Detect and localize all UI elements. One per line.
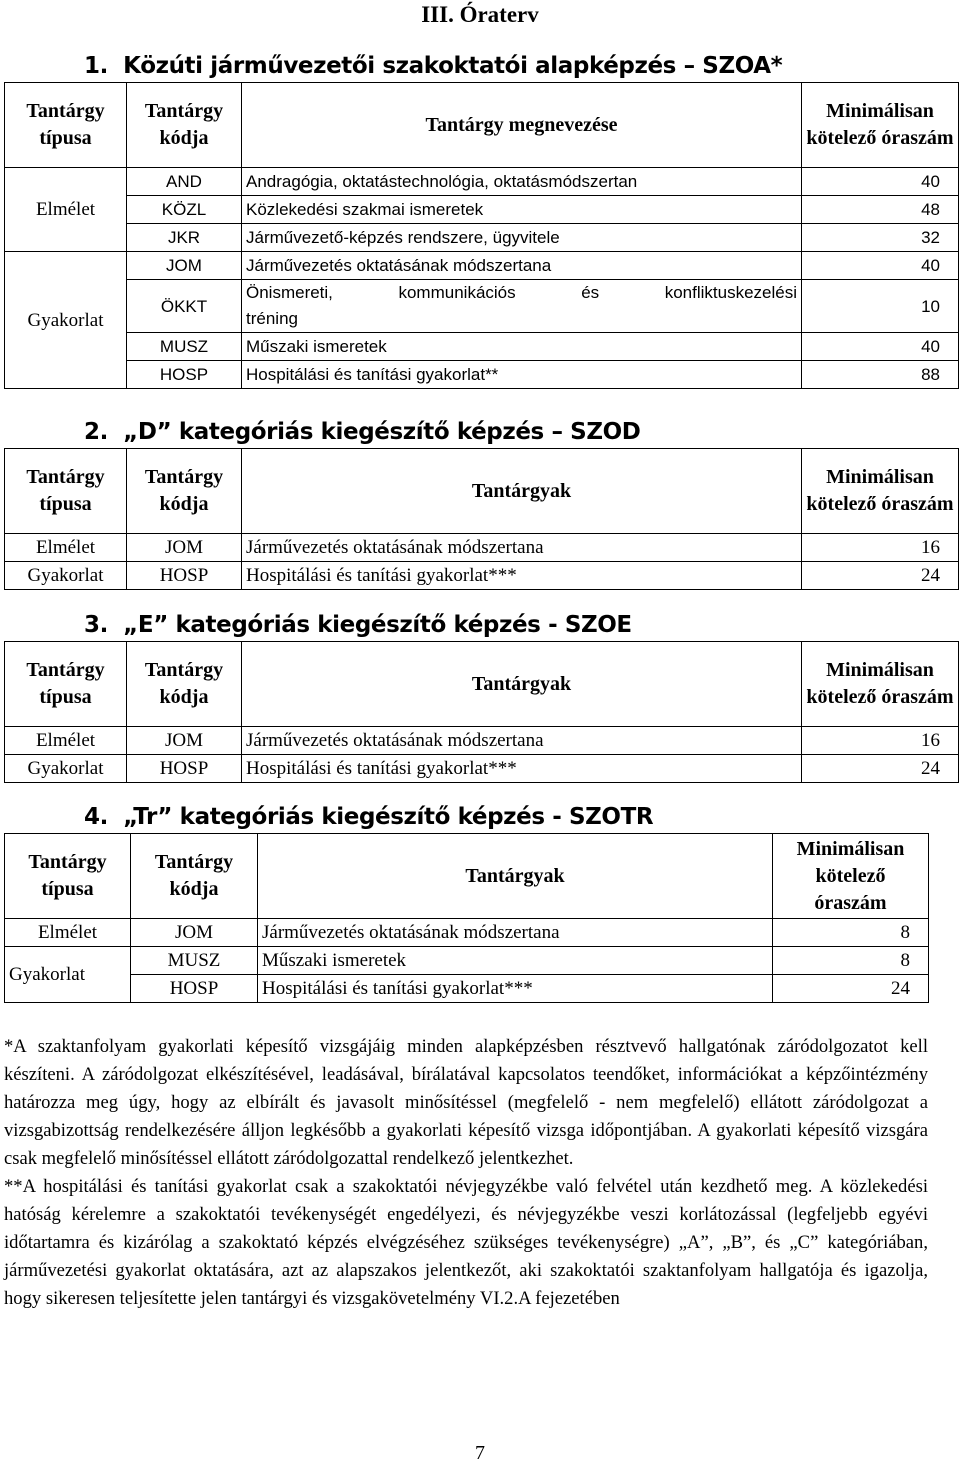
hours-cell: 40 [802,168,959,196]
hours-cell: 10 [802,280,959,333]
section-1-title: Közúti járművezetői szakoktatói alapképzés – SZOA* [123,53,783,79]
table-row [5,947,929,975]
table-row [5,727,959,755]
hours-cell: 16 [802,727,959,755]
name-cell: Közlekedési szakmai ismeretek [242,196,802,224]
name-cell: Hospitálási és tanítási gyakorlat*** [242,562,802,590]
type-cell: Elmélet [5,919,131,947]
name-cell: Hospitálási és tanítási gyakorlat*** [242,755,802,783]
table-header-row [5,642,959,727]
header-hours: Minimálisan kötelező óraszám [773,834,929,919]
table-header-row [5,83,959,168]
name-cell: Járművezető-képzés rendszere, ügyvitele [242,224,802,252]
table-section-1 [4,82,959,389]
table-section-4 [4,833,929,1003]
hours-cell: 40 [802,252,959,280]
type-cell: Gyakorlat [5,562,127,590]
section-2-number: 2. [84,419,108,445]
code-cell: HOSP [127,562,242,590]
footnote-2: **A hospitálási és tanítási gyakorlat csak a szakoktatói névjegyzékbe való felvétel után kezdhető meg. A közlekedési hatóság kérelemre a szakoktatói tevékenységét engedélyezi, és névjegyzékbe veszi korlátozással (legfeljebb egyévi időtartamra és kizárólag a szakoktató képzés elvégzéséhez szükséges tevékenységre) „A”, „B”, és „C” kategóriában, járművezetési gyakorlat oktatására, azt az alapszakos jelentkezőt, aki szakoktatói szaktanfolyam hallgatója és igazolja, hogy sikeresen teljesítette jelen tantárgyi és vizsgakövetelmény VI.2.A fejezetében [4,1176,928,1309]
code-cell: JOM [127,727,242,755]
table-row [5,224,959,252]
table-row [5,534,959,562]
section-1-number: 1. [84,53,108,79]
header-code: Tantárgy kódja [127,642,242,727]
code-cell: JOM [127,534,242,562]
hours-cell: 40 [802,333,959,361]
code-cell: HOSP [127,361,242,389]
section-3-title: „E” kategóriás kiegészítő képzés - SZOE [123,612,632,638]
code-cell: ÖKKT [127,280,242,333]
table-section-2 [4,448,959,590]
table-row [5,333,959,361]
hours-cell: 16 [802,534,959,562]
type-cell: Elmélet [5,168,127,252]
hours-cell: 24 [773,975,929,1003]
type-cell: Gyakorlat [5,252,127,389]
section-3-number: 3. [84,612,108,638]
hours-cell: 24 [802,562,959,590]
code-cell: KÖZL [127,196,242,224]
table-row [5,280,959,333]
name-cell: Járművezetés oktatásának módszertana [242,252,802,280]
header-subjects: Tantárgyak [258,834,773,919]
name-cell: Andragógia, oktatástechnológia, oktatásmódszertan [242,168,802,196]
section-4-heading [84,804,653,830]
header-type: Tantárgy típusa [5,83,127,168]
hours-cell: 48 [802,196,959,224]
table-row [5,168,959,196]
section-2-title: „D” kategóriás kiegészítő képzés – SZOD [123,419,641,445]
section-4-number: 4. [84,804,108,830]
name-cell [242,280,802,333]
section-4-title: „Tr” kategóriás kiegészítő képzés - SZOTR [123,804,654,830]
header-hours: Minimálisan kötelező óraszám [802,83,959,168]
header-type: Tantárgy típusa [5,642,127,727]
table-row [5,755,959,783]
header-code: Tantárgy kódja [127,83,242,168]
table-row [5,361,959,389]
name-cell: Hospitálási és tanítási gyakorlat*** [258,975,773,1003]
name-cell: Járművezetés oktatásának módszertana [242,534,802,562]
header-subjects: Tantárgyak [242,642,802,727]
name-cell: Hospitálási és tanítási gyakorlat** [242,361,802,389]
table-row [5,196,959,224]
hours-cell: 8 [773,947,929,975]
code-cell: MUSZ [127,333,242,361]
name-line-1: Önismereti, kommunikációs és konfliktuskezelési [246,283,797,302]
footnotes [4,1033,928,1313]
page-number: 7 [475,1442,485,1464]
code-cell: JOM [127,252,242,280]
header-type: Tantárgy típusa [5,449,127,534]
hours-cell: 32 [802,224,959,252]
hours-cell: 24 [802,755,959,783]
header-code: Tantárgy kódja [131,834,258,919]
header-code: Tantárgy kódja [127,449,242,534]
table-row [5,562,959,590]
table-row [5,252,959,280]
type-cell: Gyakorlat [5,755,127,783]
code-cell: JOM [131,919,258,947]
table-row [5,919,929,947]
code-cell: MUSZ [131,947,258,975]
hours-cell: 8 [773,919,929,947]
hours-cell: 88 [802,361,959,389]
code-cell: HOSP [127,755,242,783]
code-cell: JKR [127,224,242,252]
name-cell: Járművezetés oktatásának módszertana [242,727,802,755]
table-row [5,975,929,1003]
header-hours: Minimálisan kötelező óraszám [802,642,959,727]
table-header-row [5,449,959,534]
table-header-row [5,834,929,919]
footnote-1: *A szaktanfolyam gyakorlati képesítő vizsgájáig minden alapképzésben résztvevő hallgatónak záródolgozatot kell készíteni. A záródolgozat elkészítésével, leadásával, bírálatával kapcsolatos teendőket, információkat a képzőintézmény határozza meg úgy, hogy az elbírált és javasolt minősítéssel (megfelelő - nem megfelelő) ellátott záródolgozat a vizsgabizottság rendelkezésére álljon legkésőbb a gyakorlati képesítő vizsga időpontjában. A gyakorlati képesítő vizsgára csak megfelelő minősítéssel ellátott záródolgozattal rendelkező jelentkezhet. [4,1036,928,1169]
section-2-heading [84,419,640,445]
chapter-title: III. Óraterv [421,2,539,27]
type-cell: Elmélet [5,534,127,562]
name-cell: Műszaki ismeretek [242,333,802,361]
header-hours: Minimálisan kötelező óraszám [802,449,959,534]
section-3-heading [84,612,632,638]
name-cell: Járművezetés oktatásának módszertana [258,919,773,947]
name-cell: Műszaki ismeretek [258,947,773,975]
code-cell: AND [127,168,242,196]
header-subjects: Tantárgyak [242,449,802,534]
header-name: Tantárgy megnevezése [242,83,802,168]
type-cell: Gyakorlat [5,947,131,1003]
header-type: Tantárgy típusa [5,834,131,919]
section-1-heading [84,53,782,79]
type-cell: Elmélet [5,727,127,755]
name-line-2: tréning [246,309,298,328]
table-section-3 [4,641,959,783]
code-cell: HOSP [131,975,258,1003]
